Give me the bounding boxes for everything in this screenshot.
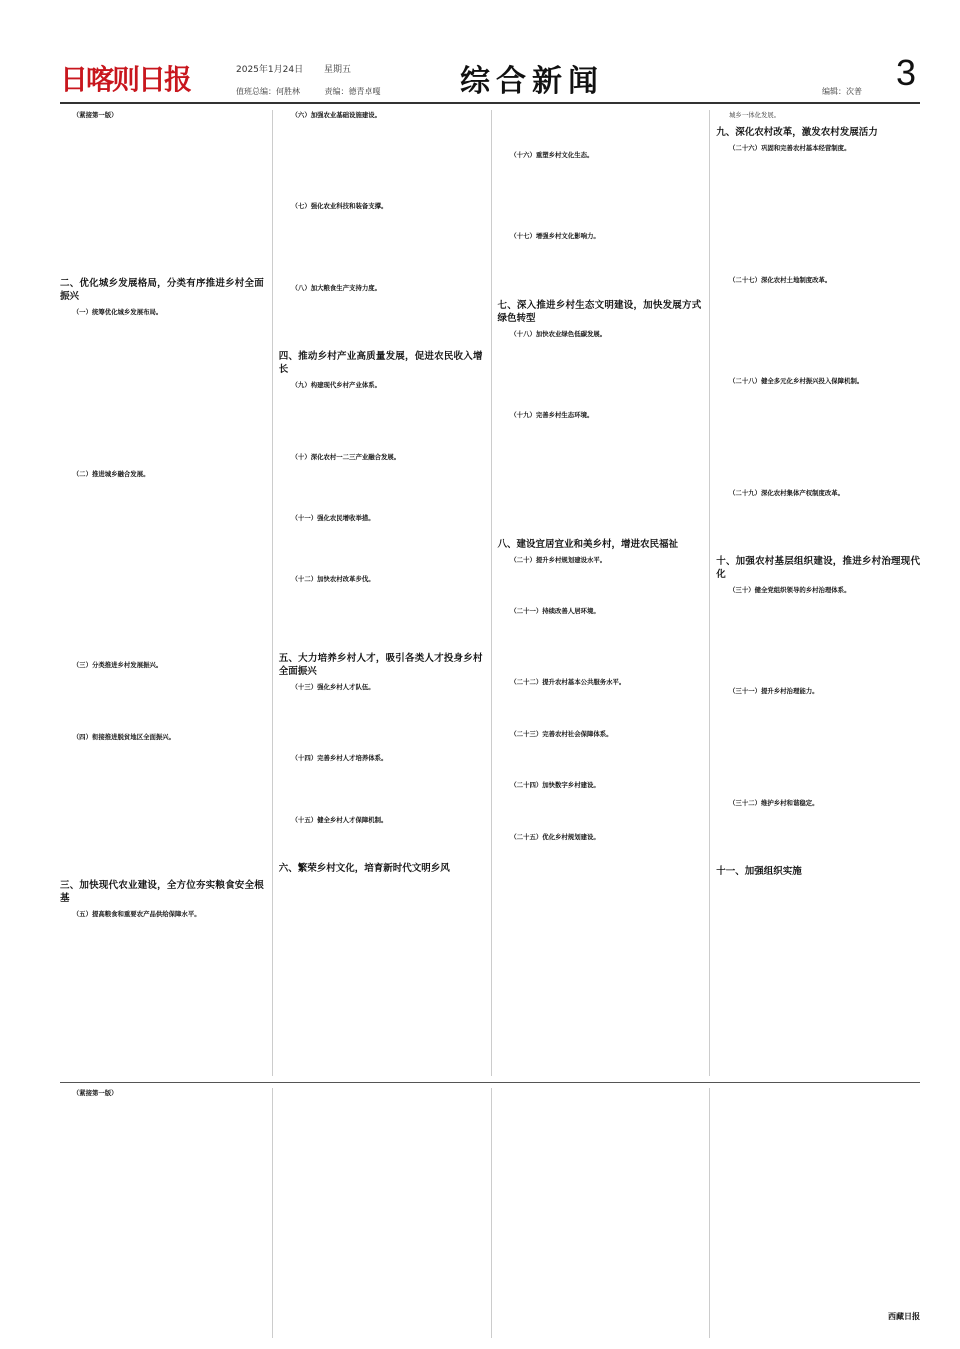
subsection-heading: （二十九）深化农村集体产权制度改革。: [729, 488, 845, 497]
body-text: [498, 110, 702, 150]
column-1: [60, 110, 264, 1076]
issue-meta: [236, 62, 369, 75]
body-text: [279, 524, 483, 574]
editor-credits: [236, 86, 403, 97]
body-text: [279, 586, 483, 646]
issue-weekday: 星期五: [323, 65, 351, 75]
body-text: [498, 740, 702, 780]
body-text: [60, 743, 264, 873]
section-heading: 八、建设宜居宜业和美乡村，增进农民福祉: [497, 538, 679, 550]
source-signature: 西藏日报: [888, 1312, 920, 1321]
continuation-lead: （紧接第一版）: [72, 111, 118, 119]
section-heading: 九、深化农村改革，激发农村发展活力: [716, 127, 878, 139]
body-text: [716, 499, 920, 549]
section-heading: 七、深入推进乡村生态文明建设，加快发展方式绿色转型: [497, 299, 702, 324]
subsection-heading: （二十三）完善农村社会保障体系。: [510, 729, 613, 738]
lower-column-1: [60, 1088, 264, 1338]
subsection-heading: （十七）增强乡村文化影响力。: [510, 232, 600, 241]
body-text: [716, 1088, 920, 1308]
section-heading: 十、加强农村基层组织建设，推进乡村治理现代化: [716, 556, 920, 581]
subsection-heading: （十一）强化农民增收举措。: [291, 514, 375, 523]
section-heading: 二、优化城乡发展格局，分类有序推进乡村全面振兴: [60, 278, 264, 303]
body-text: [279, 213, 483, 283]
body-text: [498, 566, 702, 606]
body-text: [498, 689, 702, 729]
body-text: [498, 617, 702, 677]
body-text: [716, 286, 920, 376]
body-text: [279, 294, 483, 344]
layout-editor: 编辑：次普: [822, 87, 862, 96]
subsection-heading: （二十五）优化乡村规划建设。: [510, 832, 600, 841]
section-title: 综合新闻: [460, 64, 604, 99]
column-3: [491, 110, 702, 1076]
subsection-heading: （二十四）加快数字乡村建设。: [510, 781, 600, 790]
section-heading: 六、繁荣乡村文化，培育新时代文明乡风: [278, 863, 450, 875]
section-heading: 三、加快现代农业建设，全方位夯实粮食安全根基: [60, 880, 264, 905]
subsection-heading: （一）统筹优化城乡发展布局。: [72, 308, 163, 317]
body-text: [498, 792, 702, 832]
subsection-heading: （五）提高粮食和重要农产品供给保障水平。: [72, 910, 201, 919]
body-text: [279, 121, 483, 201]
body-text: [60, 672, 264, 732]
subsection-heading: （二十一）持续改善人居环境。: [510, 607, 600, 616]
body-text: [60, 480, 264, 660]
carryover-text: 城乡一体化发展。: [729, 111, 781, 119]
subsection-heading: （十）深化农村一二三产业融合发展。: [291, 452, 401, 461]
subsection-heading: （二十）提升乡村规划建设水平。: [510, 555, 607, 564]
lower-article: [60, 1088, 920, 1338]
lower-column-3: [491, 1088, 702, 1338]
subsection-heading: （二十八）健全多元化乡村振兴投入保障机制。: [729, 377, 864, 386]
subsection-heading: （二十六）巩固和完善农村基本经营制度。: [729, 144, 851, 153]
subsection-heading: （八）加大粮食生产支持力度。: [291, 283, 382, 292]
body-text: [716, 388, 920, 488]
page-number: 3: [895, 52, 916, 93]
body-text: [498, 161, 702, 231]
body-text: [60, 319, 264, 469]
body-text: [498, 340, 702, 410]
subsection-heading: （六）加强农业基础设施建设。: [291, 111, 382, 119]
section-heading: 十一、加强组织实施: [716, 866, 802, 878]
subsection-heading: （三）分类推进乡村发展振兴。: [72, 661, 163, 670]
column-4: [709, 110, 920, 1076]
subsection-heading: （十六）重塑乡村文化生态。: [510, 151, 594, 159]
continuation-lead: （紧接第一版）: [72, 1089, 118, 1097]
issue-date: 2025年1月24日: [236, 65, 304, 75]
body-text: [716, 809, 920, 859]
section-heading: 四、推动乡村产业高质量发展，促进农民收入增长: [278, 351, 483, 376]
subsection-heading: （三十一）提升乡村治理能力。: [729, 687, 819, 696]
body-text: [279, 693, 483, 753]
body-text: [279, 765, 483, 815]
duty-editor: 值班总编：何胜林: [236, 87, 300, 96]
lower-column-4: [709, 1088, 920, 1338]
body-text: [498, 422, 702, 532]
body-text: [716, 698, 920, 798]
body-text: [716, 596, 920, 686]
article-divider: [60, 1082, 920, 1083]
subsection-heading: （十八）加快农业绿色低碳发展。: [510, 329, 607, 338]
subsection-heading: （十二）加快农村改革步伐。: [291, 575, 375, 584]
subsection-heading: （十九）完善乡村生态环境。: [510, 411, 594, 420]
body-text: [279, 392, 483, 452]
upper-article: [60, 110, 920, 1076]
subsection-heading: （二十七）深化农村土地制度改革。: [729, 275, 832, 284]
subsection-heading: （十三）强化乡村人才队伍。: [291, 682, 375, 691]
subsection-heading: （十五）健全乡村人才保障机制。: [291, 815, 388, 824]
subsection-heading: （二十二）提升农村基本公共服务水平。: [510, 678, 626, 687]
column-2: [272, 110, 483, 1076]
subsection-heading: （四）衔接推进脱贫地区全面振兴。: [72, 732, 176, 741]
masthead: [60, 52, 920, 100]
subsection-heading: （二）推进城乡融合发展。: [72, 469, 150, 478]
subsection-heading: （三十）健全党组织领导的乡村治理体系。: [729, 586, 851, 595]
lower-column-2: [272, 1088, 483, 1338]
section-editor: 责编：德青卓嘎: [324, 87, 381, 96]
body-text: [279, 826, 483, 856]
body-text: [716, 155, 920, 275]
body-text: [498, 243, 702, 293]
newspaper-logo: 日喀则日报: [60, 63, 191, 96]
subsection-heading: （三十二）维护乡村和谐稳定。: [729, 798, 819, 807]
section-heading: 五、大力培养乡村人才，吸引各类人才投身乡村全面振兴: [278, 652, 483, 677]
body-text: [60, 121, 264, 271]
subsection-heading: （九）构建现代乡村产业体系。: [291, 381, 382, 390]
masthead-rule: [60, 102, 920, 104]
body-text: [279, 463, 483, 513]
subsection-heading: （十四）完善乡村人才培养体系。: [291, 754, 388, 763]
subsection-heading: （七）强化农业科技和装备支撑。: [291, 202, 388, 211]
